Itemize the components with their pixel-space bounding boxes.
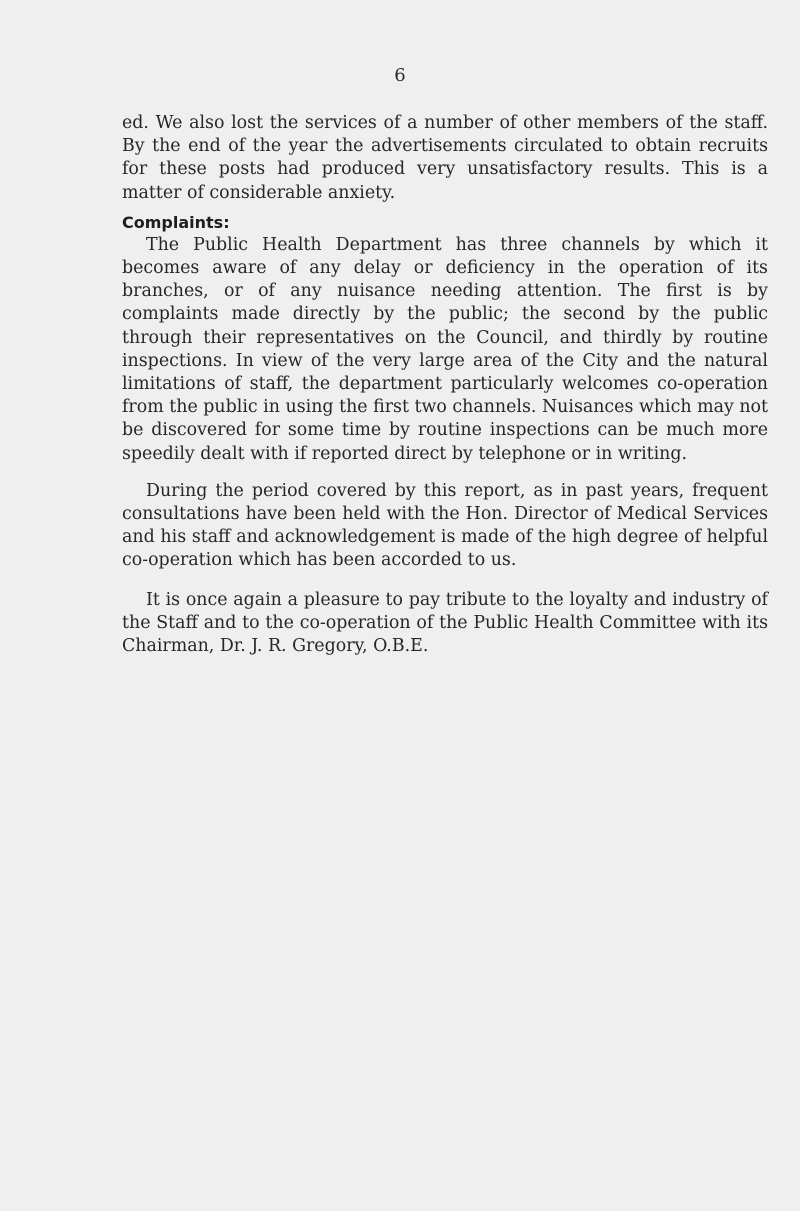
complaints-paragraph: The Public Health Department has three channels by which it becomes aware of any delay or deficiency in the operation of its branches, or of any nuisance needing attention. The first is by complaints made directly by the public; the second by the public through their representatives on the Council, and thirdly by routine inspections. In view of the very large area of the City and the natural limitations of staff, the department particularly welcomes co-operation from the public in using the first two channels. Nuisances which may not be discovered for some time by routine inspections can be much more speedily dealt with if reported direct by telephone or in writing. (122, 234, 768, 464)
intro-paragraph: ed. We also lost the services of a number of other members of the staff. By the end of the year the advertisements circulated to obtain recruits for these posts had produced very unsatisfactory results. This is a matter of considerable anxiety. (122, 113, 768, 203)
tribute-paragraph: It is once again a pleasure to pay tribute to the loyalty and industry of the Staff and to the co-operation of the Public Health Committee with its Chairman, Dr. J. R. Gregory, O.B.E. (122, 589, 768, 657)
body-text (122, 112, 768, 658)
consultations-paragraph: During the period covered by this report, as in past years, frequent consultations have been held with the Hon. Director of Medical Services and his staff and acknowledgement is made of the high degree of helpful co-operation which has been accorded to us. (122, 480, 768, 571)
complaints-heading: Complaints: (122, 212, 230, 232)
page-number: 6 (394, 65, 406, 86)
